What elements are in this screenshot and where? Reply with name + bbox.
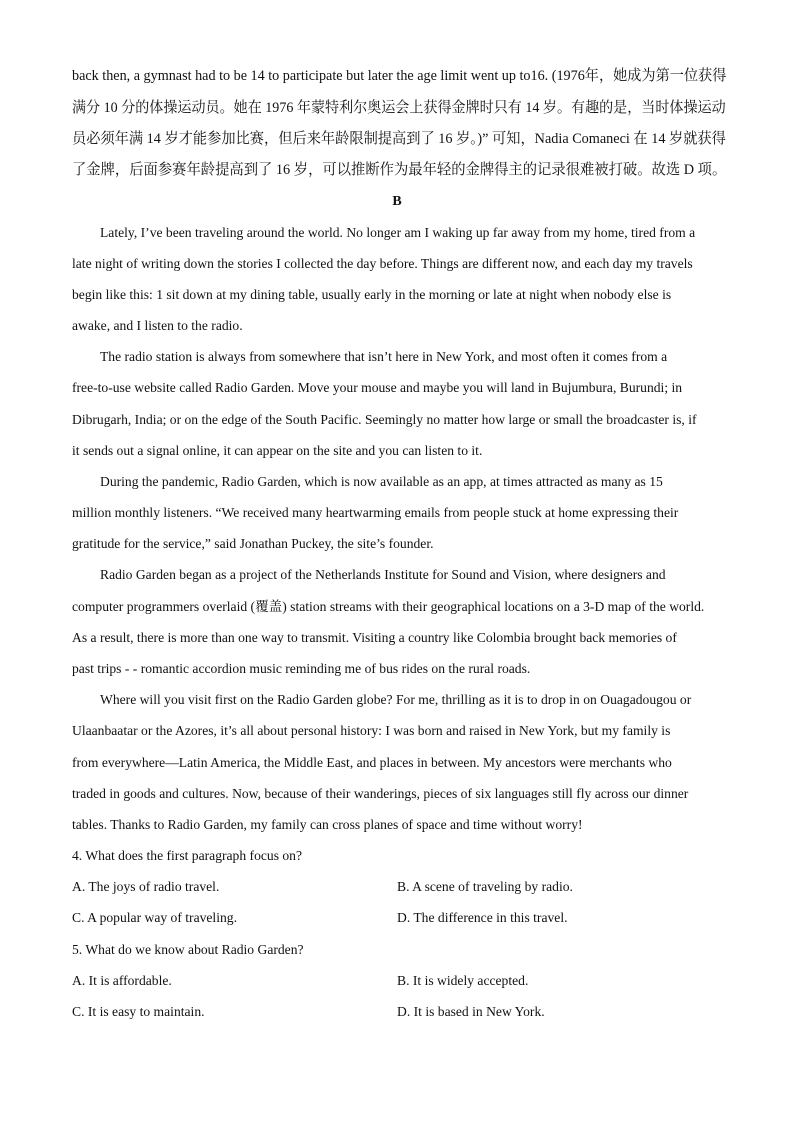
passage-line: Radio Garden began as a project of the Netherlands Institute for Sound and Vision, where designers and (100, 567, 666, 582)
passage-line: Where will you visit first on the Radio Garden globe? For me, thrilling as it is to drop in on Ouagadougou or (100, 692, 692, 707)
answer-option[interactable]: B. It is widely accepted. (397, 973, 529, 988)
answer-option[interactable]: C. A popular way of traveling. (72, 910, 237, 925)
passage-line: million monthly listeners. “We received many heartwarming emails from people stuck at home expressing their (72, 505, 679, 520)
passage-line: The radio station is always from somewhere that isn’t here in New York, and most often it comes from a (100, 349, 668, 364)
answer-option[interactable]: D. The difference in this travel. (397, 910, 568, 925)
passage-line: from everywhere—Latin America, the Middle East, and places in between. My ancestors were merchants who (72, 755, 672, 770)
explanation-line: back then, a gymnast had to be 14 to participate but later the age limit went up to16. (1976年，她成为第一位获得 (72, 68, 727, 84)
passage-line: free-to-use website called Radio Garden. Move your mouse and maybe you will land in Bujumbura, Burundi; in (72, 380, 683, 395)
explanation-line: 满分 10 分的体操运动员。她在 1976 年蒙特利尔奥运会上获得金牌时只有 14 岁。有趣的是，当时体操运动 (72, 100, 726, 116)
passage-line: it sends out a signal online, it can appear on the site and you can listen to it. (72, 443, 483, 458)
passage-line: As a result, there is more than one way to transmit. Visiting a country like Colombia brought back memories of (72, 630, 677, 645)
passage-line: gratitude for the service,” said Jonathan Puckey, the site’s founder. (72, 536, 434, 551)
passage-line: computer programmers overlaid (覆盖) station streams with their geographical locations on a 3-D map of the world. (72, 599, 705, 614)
passage-line: Lately, I’ve been traveling around the world. No longer am I waking up far away from my home, tired from a (100, 225, 696, 240)
passage-line: late night of writing down the stories I collected the day before. Things are different now, and each day my travels (72, 256, 693, 271)
answer-option[interactable]: B. A scene of traveling by radio. (397, 879, 573, 894)
question-stem: 4. What does the first paragraph focus on? (72, 848, 303, 863)
passage-line: begin like this: 1 sit down at my dining table, usually early in the morning or late at night when nobody else is (72, 287, 672, 302)
answer-option[interactable]: D. It is based in New York. (397, 1004, 545, 1019)
answer-option[interactable]: A. The joys of radio travel. (72, 879, 220, 894)
section-heading: B (392, 194, 402, 209)
passage-line: Dibrugarh, India; or on the edge of the South Pacific. Seemingly no matter how large or small the broadcaster is, if (72, 412, 697, 427)
passage-line: Ulaanbaatar or the Azores, it’s all about personal history: I was born and raised in New York, but my family is (72, 723, 671, 738)
passage-line: tables. Thanks to Radio Garden, my family can cross planes of space and time without worry! (72, 817, 583, 832)
passage-line: traded in goods and cultures. Now, because of their wanderings, pieces of six languages still fly across our dinner (72, 786, 689, 801)
explanation-line: 了金牌，后面参赛年龄提高到了 16 岁，可以推断作为最年轻的金牌得主的记录很难被打破。故选 D 项。 (72, 162, 727, 178)
passage-line: awake, and I listen to the radio. (72, 318, 243, 333)
question-stem: 5. What do we know about Radio Garden? (72, 942, 304, 957)
explanation-line: 员必须年满 14 岁才能参加比赛，但后来年龄限制提高到了 16 岁。)” 可知，Nadia Comaneci 在 14 岁就获得 (72, 131, 726, 147)
answer-option[interactable]: C. It is easy to maintain. (72, 1004, 205, 1019)
passage-line: During the pandemic, Radio Garden, which is now available as an app, at times attracted as many as 15 (100, 474, 663, 489)
passage-line: past trips - - romantic accordion music reminding me of bus rides on the rural roads. (72, 661, 531, 676)
answer-option[interactable]: A. It is affordable. (72, 973, 172, 988)
